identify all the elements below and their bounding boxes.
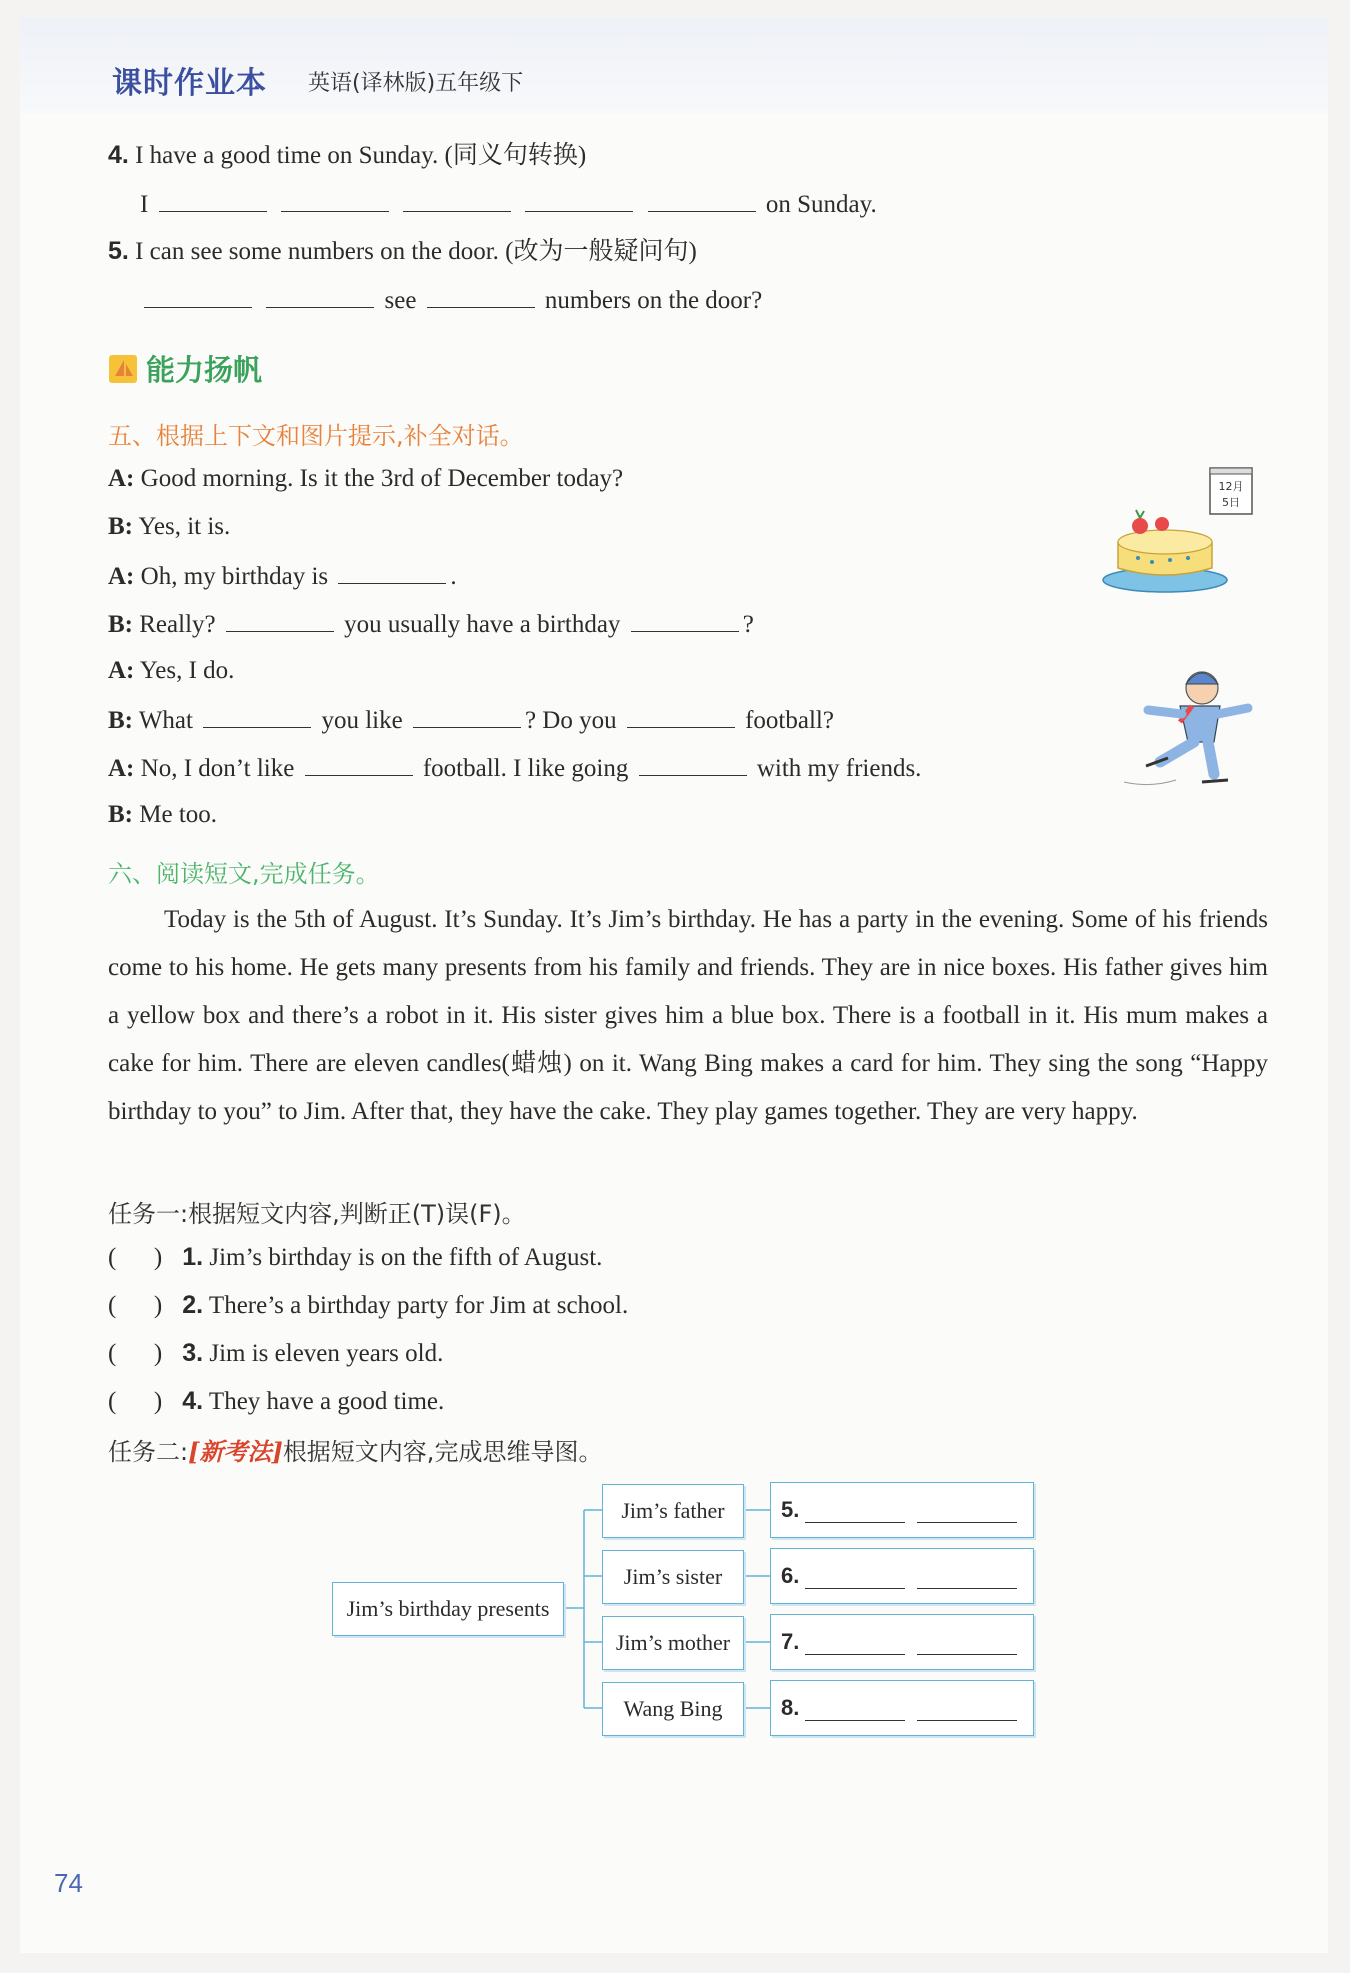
answer-blank[interactable] bbox=[226, 606, 334, 632]
answer-mid: see bbox=[384, 287, 417, 314]
dialog-text: Me too. bbox=[139, 801, 218, 828]
book-subtitle: 英语(译林版)五年级下 bbox=[308, 71, 524, 96]
dialog-text: . bbox=[450, 563, 457, 590]
dialog-text: Yes, I do. bbox=[139, 657, 235, 684]
dialog-text: ? Do you bbox=[524, 707, 617, 734]
dialog-line bbox=[108, 558, 457, 594]
mind-map-answer bbox=[770, 1482, 1034, 1538]
section-title: 能力扬帆 bbox=[146, 353, 263, 387]
reading-passage: Today is the 5th of August. It’s Sunday. It’s Jim’s birthday. He has a party in the evening. Some of his friends come to his home. He gets many presents from his family and friends. They are in nice boxes. His father gives him a yellow box and there’s a robot in it. His sister gives him a blue box. There is a football in it. His mum makes a cake for him. There are eleven candles(蜡烛) on it. Wang Bing makes a card for him. They sing the song “Happy birthday to you” to Jim. After that, they have the cake. They play games together. They are very happy. bbox=[108, 906, 1268, 1125]
mind-map-branch: Wang Bing bbox=[602, 1682, 744, 1736]
answer-line-5 bbox=[140, 282, 762, 318]
dialog-line bbox=[108, 750, 921, 786]
answer-blank[interactable] bbox=[627, 702, 735, 728]
task2-heading bbox=[108, 1432, 602, 1467]
answer-blank[interactable] bbox=[648, 186, 756, 212]
dialog-text: Really? bbox=[139, 611, 216, 638]
answer-blank[interactable] bbox=[203, 702, 311, 728]
sail-icon bbox=[108, 354, 138, 384]
dialog-text: No, I don’t like bbox=[140, 755, 295, 782]
mind-map-answer bbox=[770, 1680, 1034, 1736]
answer-end: numbers on the door? bbox=[544, 287, 763, 314]
item-text: There’s a birthday party for Jim at school. bbox=[208, 1292, 629, 1319]
question-text: I can see some numbers on the door. (改为一般疑问句) bbox=[135, 238, 697, 265]
question-text: I have a good time on Sunday. (同义句转换) bbox=[135, 142, 587, 169]
item-text: Jim’s birthday is on the fifth of August. bbox=[209, 1244, 603, 1271]
mind-map-answer bbox=[770, 1548, 1034, 1604]
tf-item bbox=[108, 1240, 602, 1275]
answer-line-4 bbox=[140, 186, 877, 222]
answer-number: 6. bbox=[781, 1563, 800, 1588]
dialog-line bbox=[108, 510, 230, 544]
question-5 bbox=[108, 234, 697, 269]
answer-blank[interactable] bbox=[639, 750, 747, 776]
speaker-label: A: bbox=[108, 755, 135, 782]
dialog-text: Yes, it is. bbox=[138, 513, 231, 540]
tf-item bbox=[108, 1336, 443, 1371]
answer-blank[interactable] bbox=[525, 186, 633, 212]
answer-blank[interactable] bbox=[917, 1629, 1017, 1655]
birthday-cake-calendar-icon bbox=[1100, 462, 1270, 602]
dialog-text: Good morning. Is it the 3rd of December today? bbox=[140, 465, 624, 492]
tf-item bbox=[108, 1288, 628, 1323]
question-number: 4. bbox=[108, 141, 129, 169]
dialog-line bbox=[108, 798, 217, 832]
dialog-text: you like bbox=[321, 707, 403, 734]
answer-blank[interactable] bbox=[917, 1695, 1017, 1721]
mind-map-branch: Jim’s mother bbox=[602, 1616, 744, 1670]
calendar-month: 12月 bbox=[1218, 480, 1244, 493]
mind-map-links bbox=[742, 1490, 772, 1720]
page-number: 74 bbox=[54, 1868, 83, 1898]
answer-blank[interactable] bbox=[413, 702, 521, 728]
speaker-label: B: bbox=[108, 513, 133, 540]
speaker-label: B: bbox=[108, 801, 133, 828]
task2-prefix: 任务二: bbox=[108, 1438, 189, 1466]
answer-blank[interactable] bbox=[159, 186, 267, 212]
book-title: 课时作业本 bbox=[112, 66, 267, 101]
new-exam-badge: [新考法] bbox=[188, 1437, 283, 1466]
task1-heading: 任务一:根据短文内容,判断正(T)误(F)。 bbox=[108, 1200, 526, 1228]
item-text: Jim is eleven years old. bbox=[209, 1340, 444, 1367]
answer-blank[interactable] bbox=[427, 282, 535, 308]
speaker-label: A: bbox=[108, 465, 135, 492]
item-text: They have a good time. bbox=[208, 1388, 445, 1415]
speaker-label: A: bbox=[108, 563, 135, 590]
part5-heading: 五、根据上下文和图片提示,补全对话。 bbox=[108, 422, 524, 450]
question-4 bbox=[108, 138, 586, 173]
task2-instruction: 根据短文内容,完成思维导图。 bbox=[282, 1438, 603, 1466]
question-number: 5. bbox=[108, 237, 129, 265]
item-number: 2. bbox=[182, 1291, 204, 1319]
dialog-text: you usually have a birthday bbox=[344, 611, 621, 638]
calendar-day: 5日 bbox=[1222, 496, 1240, 509]
dialog-line bbox=[108, 654, 234, 688]
answer-end: on Sunday. bbox=[765, 191, 877, 218]
speaker-label: B: bbox=[108, 707, 133, 734]
dialog-line bbox=[108, 462, 623, 496]
answer-number: 7. bbox=[781, 1629, 800, 1654]
tf-item bbox=[108, 1384, 444, 1419]
tf-answer-box[interactable]: ( ) bbox=[108, 1340, 163, 1367]
mind-map-branch: Jim’s father bbox=[602, 1484, 744, 1538]
answer-blank[interactable] bbox=[281, 186, 389, 212]
mind-map-answer bbox=[770, 1614, 1034, 1670]
speaker-label: B: bbox=[108, 611, 133, 638]
answer-blank[interactable] bbox=[917, 1497, 1017, 1523]
dialog-text: ? bbox=[742, 611, 754, 638]
item-number: 3. bbox=[182, 1339, 204, 1367]
dialog-text: with my friends. bbox=[756, 755, 922, 782]
answer-blank[interactable] bbox=[305, 750, 413, 776]
answer-blank[interactable] bbox=[338, 558, 446, 584]
tf-answer-box[interactable]: ( ) bbox=[108, 1244, 163, 1271]
mind-map-branch: Jim’s sister bbox=[602, 1550, 744, 1604]
answer-blank[interactable] bbox=[805, 1563, 905, 1589]
item-number: 4. bbox=[182, 1387, 204, 1415]
dialog-line bbox=[108, 702, 834, 738]
answer-blank[interactable] bbox=[144, 282, 252, 308]
answer-blank[interactable] bbox=[805, 1629, 905, 1655]
answer-start: I bbox=[140, 191, 149, 218]
answer-blank[interactable] bbox=[631, 606, 739, 632]
dialog-text: football. I like going bbox=[422, 755, 629, 782]
tf-answer-box[interactable]: ( ) bbox=[108, 1292, 163, 1319]
dialog-text: football? bbox=[745, 707, 834, 734]
answer-blank[interactable] bbox=[805, 1695, 905, 1721]
answer-blank[interactable] bbox=[805, 1497, 905, 1523]
answer-number: 5. bbox=[781, 1497, 800, 1522]
dialog-text: Oh, my birthday is bbox=[140, 563, 329, 590]
answer-blank[interactable] bbox=[266, 282, 374, 308]
dialog-line bbox=[108, 606, 754, 642]
answer-number: 8. bbox=[781, 1695, 800, 1720]
item-number: 1. bbox=[182, 1243, 204, 1271]
answer-blank[interactable] bbox=[403, 186, 511, 212]
ice-skater-icon bbox=[1110, 662, 1260, 792]
mind-map-connectors bbox=[560, 1490, 608, 1720]
answer-blank[interactable] bbox=[917, 1563, 1017, 1589]
section-header bbox=[108, 348, 262, 389]
mind-map-root: Jim’s birthday presents bbox=[332, 1582, 564, 1636]
dialog-text: What bbox=[138, 707, 193, 734]
tf-answer-box[interactable]: ( ) bbox=[108, 1388, 163, 1415]
part6-heading: 六、阅读短文,完成任务。 bbox=[108, 860, 380, 888]
speaker-label: A: bbox=[108, 657, 135, 684]
